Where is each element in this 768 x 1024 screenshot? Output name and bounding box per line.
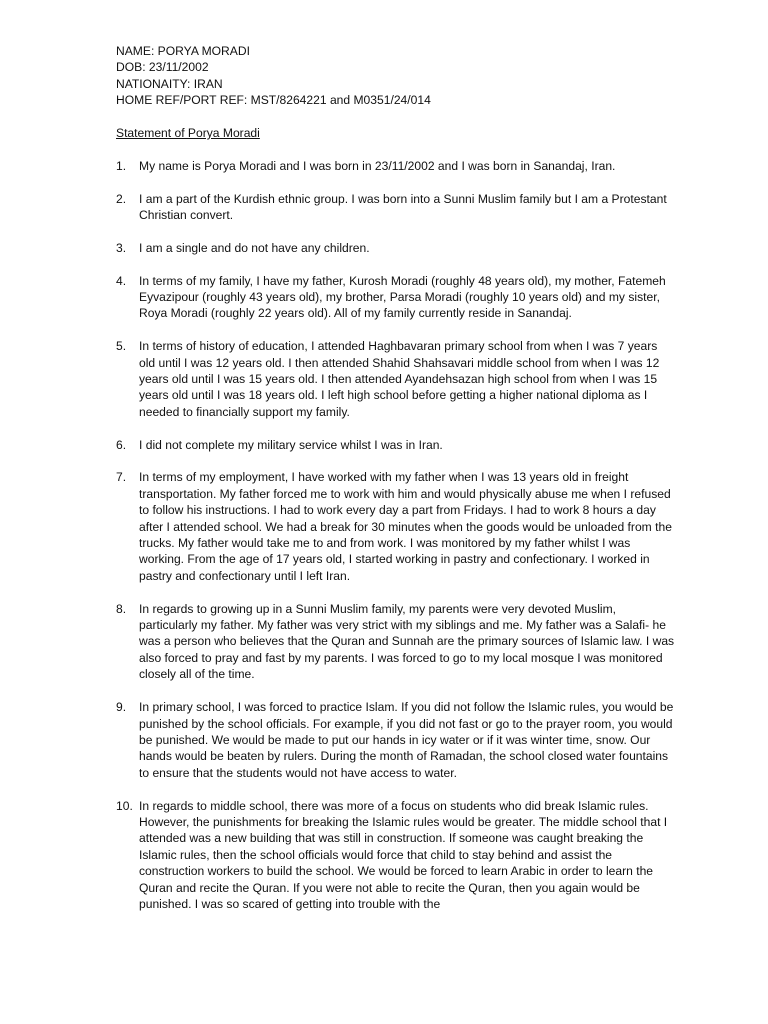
paragraph-number: 1. xyxy=(116,158,127,173)
paragraph-text: In primary school, I was forced to practice Islam. If you did not follow the Islamic rules, you would be punished by the school officials. For example, if you did not fast or go to the prayer room, you would be punished. We would be made to put our hands in icy water or if it was winter time, snow. Our hands would be beaten by rulers. During the month of Ramadan, the school closed water fountains to ensure that the students would not have access to water. xyxy=(139,700,674,780)
paragraph-item xyxy=(116,699,676,781)
paragraph-item xyxy=(116,338,676,420)
paragraph-text: In terms of my family, I have my father, Kurosh Moradi (roughly 48 years old), my mother, Fatemeh Eyvazipour (roughly 43 years old), my brother, Parsa Moradi (roughly 10 years old) and my sister, Roya Moradi (roughly 22 years old). All of my family currently reside in Sanandaj. xyxy=(139,273,666,321)
name-line: NAME: PORYA MORADI xyxy=(116,44,250,58)
paragraph-item xyxy=(116,437,676,453)
paragraph-text: I am a single and do not have any children. xyxy=(139,240,370,255)
paragraph-item xyxy=(116,240,676,256)
paragraph-number: 5. xyxy=(116,339,127,354)
paragraph-number: 4. xyxy=(116,273,127,288)
paragraph-item xyxy=(116,158,676,174)
paragraph-item xyxy=(116,191,676,224)
paragraph-number: 6. xyxy=(116,437,127,452)
paragraph-text: I am a part of the Kurdish ethnic group. I was born into a Sunni Muslim family but I am a Protestant Christian convert. xyxy=(139,191,667,223)
paragraph-item xyxy=(116,469,676,584)
paragraph-text: In regards to middle school, there was more of a focus on students who did break Islamic rules. However, the punishments for breaking the Islamic rules would be greater. The middle school that I attended was a new building that was still in construction. If someone was caught breaking the Islamic rules, then the school officials would force that child to stay behind and assist the construction workers to build the school. We would be forced to learn Arabic in order to learn the Quran and recite the Quran. If you were not able to recite the Quran, then you again would be punished. I was so scared of getting into trouble with the xyxy=(139,798,668,911)
dob-line: DOB: 23/11/2002 xyxy=(116,60,209,75)
paragraph-number: 8. xyxy=(116,601,127,616)
paragraph-text: In regards to growing up in a Sunni Muslim family, my parents were very devoted Muslim, particularly my father. My father was very strict with my siblings and me. My father was a Salafi- he was a person who believes that the Quran and Sunnah are the primary sources of Islamic law. I was also forced to pray and fast by my parents. I was forced to go to my local mosque I was monitored closely all of the time. xyxy=(139,601,675,682)
paragraph-text: In terms of history of education, I attended Haghbavaran primary school from when I was 7 years old until I was 12 years old. I then attended Shahid Shahsavari middle school from when I was 12 years old until I was 15 years old. I then attended Ayandehsazan high school from when I was 15 years old until I was 18 years old. I left high school before getting a higher national diploma as I needed to financially support my family. xyxy=(139,339,660,419)
paragraph-number: 9. xyxy=(116,700,127,715)
header-block xyxy=(116,43,676,109)
paragraph-number: 10. xyxy=(116,798,133,813)
statement-title: Statement of Porya Moradi xyxy=(116,126,260,141)
numbered-paragraphs xyxy=(116,158,676,913)
paragraph-item xyxy=(116,601,676,683)
statement-page xyxy=(116,43,676,929)
paragraph-text: In terms of my employment, I have worked with my father when I was 13 years old in freight transportation. My father forced me to work with him and would physically abuse me when I refused to follow his instructions. I had to work every day a part from Fridays. I had to work 8 hours a day after I attended school. We had a break for 30 minutes when the goods would be unloaded from the trucks. My father would take me to and from work. I was monitored by my father whilst I was working. From the age of 17 years old, I started working in pastry and confectionary. I worked in pastry and confectionary until I left Iran. xyxy=(139,470,672,583)
paragraph-item xyxy=(116,273,676,322)
reference-line: HOME REF/PORT REF: MST/8264221 and M0351/24/014 xyxy=(116,93,431,108)
paragraph-text: I did not complete my military service whilst I was in Iran. xyxy=(139,437,443,452)
nationality-line: NATIONAITY: IRAN xyxy=(116,76,223,91)
paragraph-number: 2. xyxy=(116,191,127,206)
paragraph-text: My name is Porya Moradi and I was born in 23/11/2002 and I was born in Sanandaj, Iran. xyxy=(139,158,616,173)
paragraph-number: 3. xyxy=(116,240,127,255)
paragraph-item xyxy=(116,798,676,913)
paragraph-number: 7. xyxy=(116,470,127,485)
